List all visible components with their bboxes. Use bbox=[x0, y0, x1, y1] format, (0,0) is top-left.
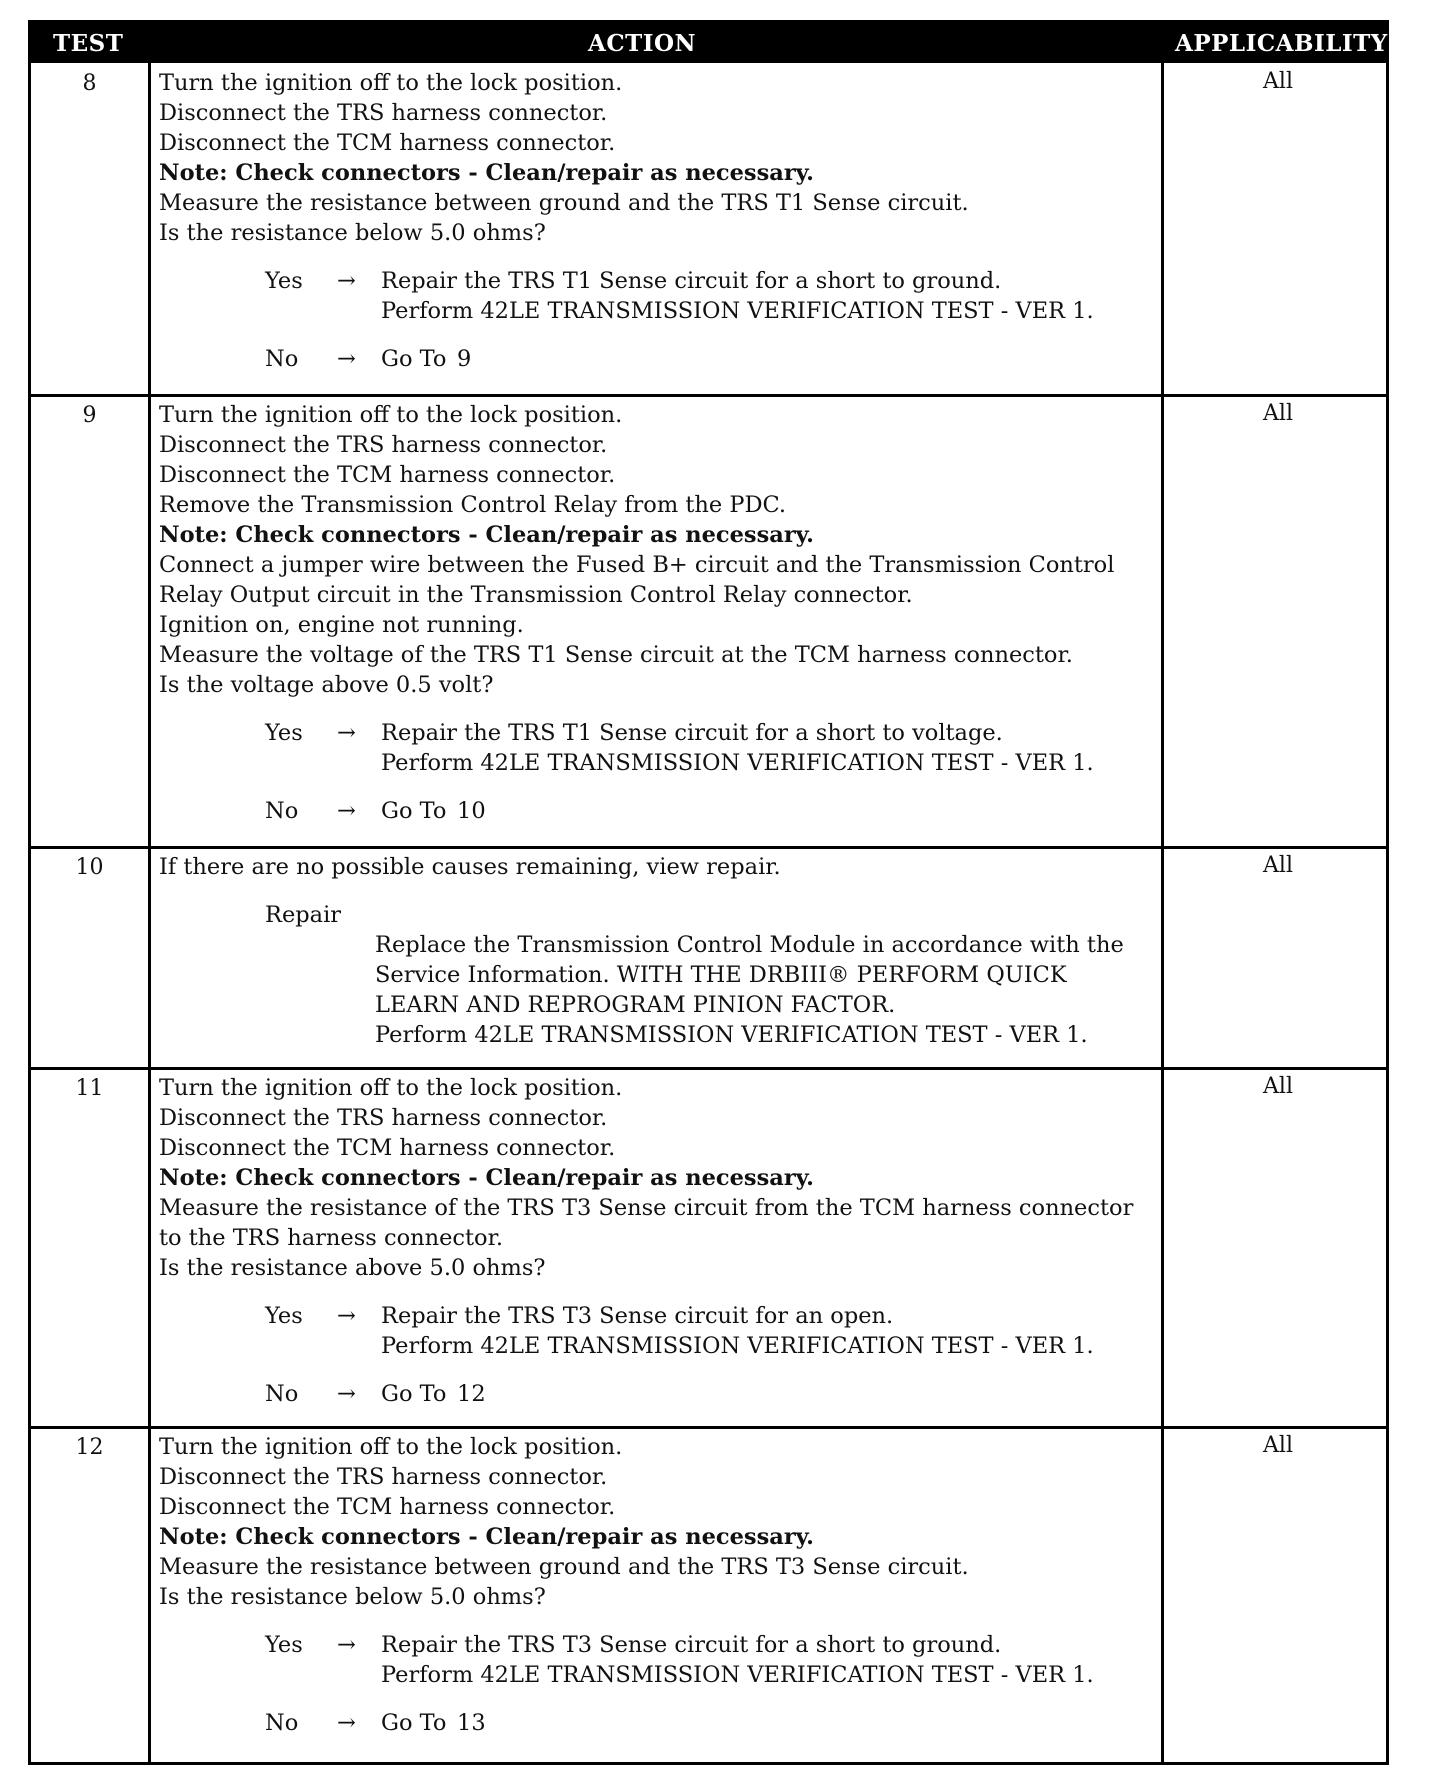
action-note: Note: Check connectors - Clean/repair as necessary. bbox=[159, 1165, 814, 1191]
action-line: Remove the Transmission Control Relay from the PDC. bbox=[159, 492, 787, 518]
no-result bbox=[159, 1379, 1159, 1409]
action-line: Turn the ignition off to the lock position. bbox=[159, 70, 623, 96]
yes-result bbox=[159, 718, 1159, 748]
action-cell bbox=[159, 852, 1159, 1050]
arrow-icon: → bbox=[337, 268, 356, 294]
arrow-icon: → bbox=[337, 1710, 356, 1736]
action-line: Disconnect the TCM harness connector. bbox=[159, 1494, 616, 1520]
row-divider bbox=[31, 1426, 1386, 1429]
goto-target: 12 bbox=[457, 1381, 486, 1407]
action-cell bbox=[159, 68, 1159, 374]
action-line: Disconnect the TRS harness connector. bbox=[159, 432, 608, 458]
yes-text: Repair the TRS T1 Sense circuit for a short to ground. bbox=[381, 268, 1002, 294]
yes-result bbox=[159, 266, 1159, 296]
action-line: Connect a jumper wire between the Fused B+ circuit and the Transmission Control bbox=[159, 552, 1115, 578]
action-line: If there are no possible causes remaining, view repair. bbox=[159, 854, 781, 880]
action-line: Is the voltage above 0.5 volt? bbox=[159, 672, 494, 698]
applicability-value: All bbox=[1263, 1433, 1293, 1458]
arrow-icon: → bbox=[337, 1632, 356, 1658]
action-line: Is the resistance above 5.0 ohms? bbox=[159, 1255, 546, 1281]
no-result bbox=[159, 344, 1159, 374]
test-number: 10 bbox=[75, 855, 104, 880]
action-cell bbox=[159, 1432, 1159, 1738]
test-number: 9 bbox=[82, 403, 97, 428]
action-line: Turn the ignition off to the lock position. bbox=[159, 402, 623, 428]
applicability-value: All bbox=[1263, 853, 1293, 878]
action-line: Measure the resistance between ground and the TRS T3 Sense circuit. bbox=[159, 1554, 969, 1580]
action-line: Is the resistance below 5.0 ohms? bbox=[159, 1584, 546, 1610]
row-divider bbox=[31, 846, 1386, 849]
action-line: Disconnect the TCM harness connector. bbox=[159, 462, 616, 488]
yes-label: Yes bbox=[265, 720, 303, 746]
no-label: No bbox=[265, 798, 299, 824]
no-label: No bbox=[265, 346, 299, 372]
no-label: No bbox=[265, 1710, 299, 1736]
repair-line: Replace the Transmission Control Module in accordance with the bbox=[375, 932, 1124, 958]
action-line: Ignition on, engine not running. bbox=[159, 612, 524, 638]
goto-target: 9 bbox=[457, 346, 472, 372]
goto-target: 13 bbox=[457, 1710, 486, 1736]
goto-text: Go To bbox=[381, 1381, 447, 1407]
action-note: Note: Check connectors - Clean/repair as necessary. bbox=[159, 1524, 814, 1550]
column-divider bbox=[148, 63, 151, 1762]
yes-label: Yes bbox=[265, 1303, 303, 1329]
action-note: Note: Check connectors - Clean/repair as necessary. bbox=[159, 522, 814, 548]
repair-line: Service Information. WITH THE DRBIII® PERFORM QUICK bbox=[375, 962, 1067, 988]
yes-result bbox=[159, 1301, 1159, 1331]
action-line: Disconnect the TRS harness connector. bbox=[159, 1105, 608, 1131]
action-cell bbox=[159, 1073, 1159, 1409]
arrow-icon: → bbox=[337, 720, 356, 746]
yes-text-2: Perform 42LE TRANSMISSION VERIFICATION TEST - VER 1. bbox=[381, 750, 1094, 776]
action-line: Disconnect the TCM harness connector. bbox=[159, 130, 616, 156]
goto-text: Go To bbox=[381, 1710, 447, 1736]
applicability-value: All bbox=[1263, 69, 1293, 94]
yes-text: Repair the TRS T3 Sense circuit for a short to ground. bbox=[381, 1632, 1002, 1658]
test-number: 11 bbox=[75, 1076, 104, 1101]
yes-text: Repair the TRS T3 Sense circuit for an open. bbox=[381, 1303, 894, 1329]
yes-text-2: Perform 42LE TRANSMISSION VERIFICATION TEST - VER 1. bbox=[381, 1333, 1094, 1359]
no-result bbox=[159, 796, 1159, 826]
test-number: 12 bbox=[75, 1435, 104, 1460]
action-line: Disconnect the TRS harness connector. bbox=[159, 1464, 608, 1490]
goto-target: 10 bbox=[457, 798, 486, 824]
diagnostic-table bbox=[28, 20, 1389, 1765]
action-line: Is the resistance below 5.0 ohms? bbox=[159, 220, 546, 246]
yes-result bbox=[159, 1630, 1159, 1660]
yes-text: Repair the TRS T1 Sense circuit for a short to voltage. bbox=[381, 720, 1003, 746]
action-line: Measure the resistance between ground and the TRS T1 Sense circuit. bbox=[159, 190, 969, 216]
yes-label: Yes bbox=[265, 268, 303, 294]
action-line: to the TRS harness connector. bbox=[159, 1225, 504, 1251]
yes-label: Yes bbox=[265, 1632, 303, 1658]
header-test: TEST bbox=[53, 30, 124, 57]
arrow-icon: → bbox=[337, 346, 356, 372]
yes-text-2: Perform 42LE TRANSMISSION VERIFICATION TEST - VER 1. bbox=[381, 1662, 1094, 1688]
no-label: No bbox=[265, 1381, 299, 1407]
action-line: Turn the ignition off to the lock position. bbox=[159, 1434, 623, 1460]
header-action: ACTION bbox=[588, 30, 697, 57]
action-cell bbox=[159, 400, 1159, 826]
goto-text: Go To bbox=[381, 798, 447, 824]
no-result bbox=[159, 1708, 1159, 1738]
repair-instructions bbox=[375, 930, 1135, 1050]
action-line: Measure the resistance of the TRS T3 Sense circuit from the TCM harness connector bbox=[159, 1195, 1134, 1221]
table-header bbox=[31, 23, 1386, 63]
action-line: Turn the ignition off to the lock position. bbox=[159, 1075, 623, 1101]
action-line: Measure the voltage of the TRS T1 Sense circuit at the TCM harness connector. bbox=[159, 642, 1073, 668]
action-line: Disconnect the TRS harness connector. bbox=[159, 100, 608, 126]
repair-line: LEARN AND REPROGRAM PINION FACTOR. bbox=[375, 992, 896, 1018]
arrow-icon: → bbox=[337, 1303, 356, 1329]
column-divider bbox=[1161, 63, 1164, 1762]
action-note: Note: Check connectors - Clean/repair as necessary. bbox=[159, 160, 814, 186]
test-number: 8 bbox=[82, 71, 97, 96]
row-divider bbox=[31, 1067, 1386, 1070]
arrow-icon: → bbox=[337, 1381, 356, 1407]
applicability-value: All bbox=[1263, 401, 1293, 426]
arrow-icon: → bbox=[337, 798, 356, 824]
action-line: Disconnect the TCM harness connector. bbox=[159, 1135, 616, 1161]
yes-text-2: Perform 42LE TRANSMISSION VERIFICATION TEST - VER 1. bbox=[381, 298, 1094, 324]
row-divider bbox=[31, 394, 1386, 397]
action-line: Relay Output circuit in the Transmission Control Relay connector. bbox=[159, 582, 913, 608]
applicability-value: All bbox=[1263, 1074, 1293, 1099]
repair-line: Perform 42LE TRANSMISSION VERIFICATION TEST - VER 1. bbox=[375, 1022, 1088, 1048]
repair-label: Repair bbox=[265, 902, 342, 928]
goto-text: Go To bbox=[381, 346, 447, 372]
header-applicability: APPLICABILITY bbox=[1175, 30, 1388, 57]
